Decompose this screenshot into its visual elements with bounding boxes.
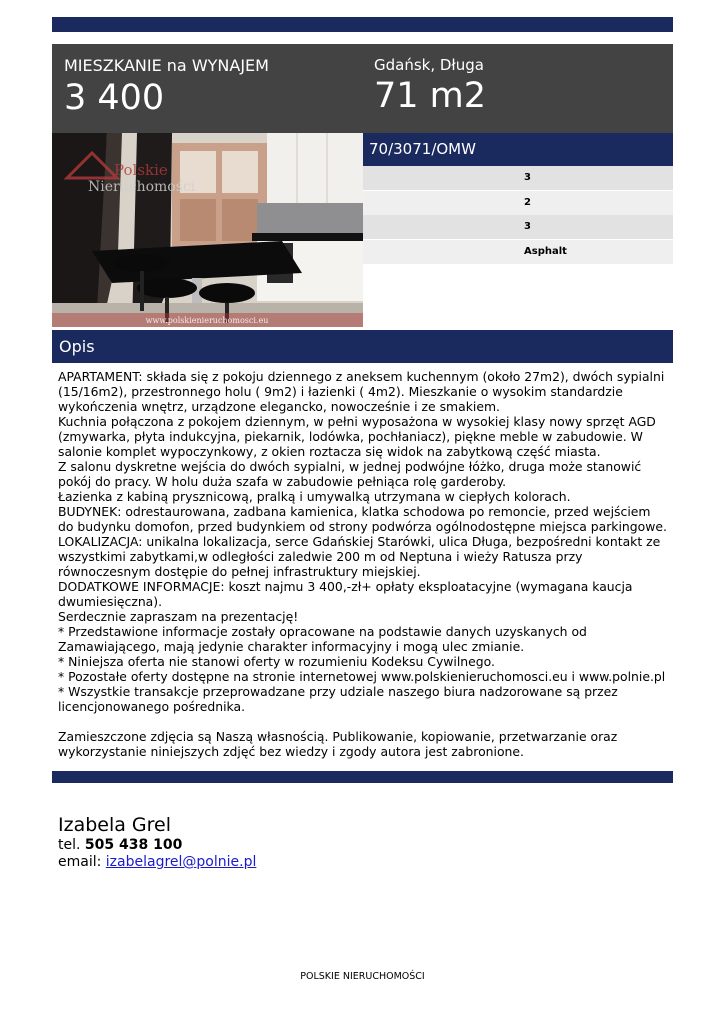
section-title: Opis <box>59 337 95 356</box>
email-label: email: <box>58 854 102 870</box>
detail-row: 3 <box>363 166 673 190</box>
description-paragraph: BUDYNEK: odrestaurowana, zadbana kamienica, klatka schodowa po remoncie, przed wejściem do budynku domofon, przed budynkiem od strony podwórza ogólnodostępne miejsca parkingowe. <box>58 504 667 534</box>
listing-location: Gdańsk, Długa <box>374 56 484 74</box>
phone-number: 505 438 100 <box>84 837 183 853</box>
listing-price: 3 400 <box>64 78 165 118</box>
listing-header <box>52 44 673 133</box>
detail-row: Asphalt <box>363 240 673 264</box>
description-paragraph: * Wszystkie transakcje przeprowadzane przy udziale naszego biura nadzorowane są przez licencjonowanego pośrednika. <box>58 684 618 714</box>
description-paragraph: DODATKOWE INFORMACJE: koszt najmu 3 400,-zł+ opłaty eksploatacyjne (wymagana kaucja dwumiesięczna). <box>58 579 633 609</box>
footer-brand: POLSKIE NIERUCHOMOŚCI <box>300 971 425 982</box>
description-paragraph: * Przedstawione informacje zostały opracowane na podstawie danych uzyskanych od Zamawiającego, mają jedynie charakter informacyjny i mogą ulec zmianie. <box>58 624 587 654</box>
description-paragraph: Serdecznie zapraszam na prezentację! <box>58 609 299 624</box>
svg-text:Polskie: Polskie <box>114 161 168 179</box>
description-paragraph: Łazienka z kabiną prysznicową, pralką i umywalką utrzymana w ciepłych kolorach. <box>58 489 571 504</box>
bottom-accent-bar <box>52 771 673 783</box>
description-paragraph: Z salonu dyskretne wejścia do dwóch sypialni, w jednej podwójne łóżko, druga może stanowić pokój do pracy. W holu duża szafa w zabudowie pełniąca rolę garderoby. <box>58 459 642 489</box>
phone-line <box>58 837 256 854</box>
description-section-header <box>52 330 673 363</box>
phone-label: tel. <box>58 837 81 853</box>
svg-text:www.polskienieruchomosci.eu: www.polskienieruchomosci.eu <box>145 316 269 325</box>
description-paragraph: APARTAMENT: składa się z pokoju dziennego z aneksem kuchennym (około 27m2), dwóch sypialni (15/16m2), przestronnego holu ( 9m2) i łazienki ( 4m2). Mieszkanie o wysokim standardzie wykończenia wnętrz, urządzone elegancko, nowocześnie i ze smakiem. <box>58 369 665 414</box>
listing-type: MIESZKANIE na WYNAJEM <box>64 56 269 75</box>
description-paragraph: Kuchnia połączona z pokojem dziennym, w pełni wyposażona w wysokiej klasy nowy sprzęt AGD (zmywarka, płyta indukcyjna, piekarnik, lodówka, pochłaniacz), piękne meble w zabudowie. W salonie komplet wypoczynkowy, z okien roztacza się widok na zabytkową część miasta. <box>58 414 656 459</box>
detail-row: 3 <box>363 215 673 239</box>
spacer <box>58 714 668 729</box>
svg-text:Nieruchomości: Nieruchomości <box>88 179 196 195</box>
email-line <box>58 854 256 871</box>
description-paragraph: * Pozostałe oferty dostępne na stronie internetowej www.polskienieruchomosci.eu i www.polnie.pl <box>58 669 666 684</box>
agent-name: Izabela Grel <box>58 814 172 836</box>
agent-contact <box>58 813 256 871</box>
apartment-photo[interactable] <box>52 133 363 327</box>
offer-reference <box>363 133 673 166</box>
offer-reference-number: 70/3071/OMW <box>369 140 476 158</box>
copyright-notice: Zamieszczone zdjęcia są Naszą własnością. Publikowanie, kopiowanie, przetwarzanie oraz wykorzystanie niniejszych zdjęć bez wiedzy i zgody autora jest zabronione. <box>58 729 618 759</box>
top-accent-bar <box>52 17 673 32</box>
email-link[interactable]: izabelagrel@polnie.pl <box>105 854 257 870</box>
listing-area: 71 m2 <box>374 76 487 116</box>
description-body <box>58 369 668 759</box>
detail-row: 2 <box>363 191 673 215</box>
description-paragraph: * Niniejsza oferta nie stanowi oferty w rozumieniu Kodeksu Cywilnego. <box>58 654 495 669</box>
description-paragraph: LOKALIZACJA: unikalna lokalizacja, serce Gdańskiej Starówki, ulica Długa, bezpośredni kontakt ze wszystkimi zabytkami,w odległości zaledwie 200 m od Neptuna i wieży Ratusza przy równoczesnym dostępie do pełnej infrastruktury miejskiej. <box>58 534 661 579</box>
